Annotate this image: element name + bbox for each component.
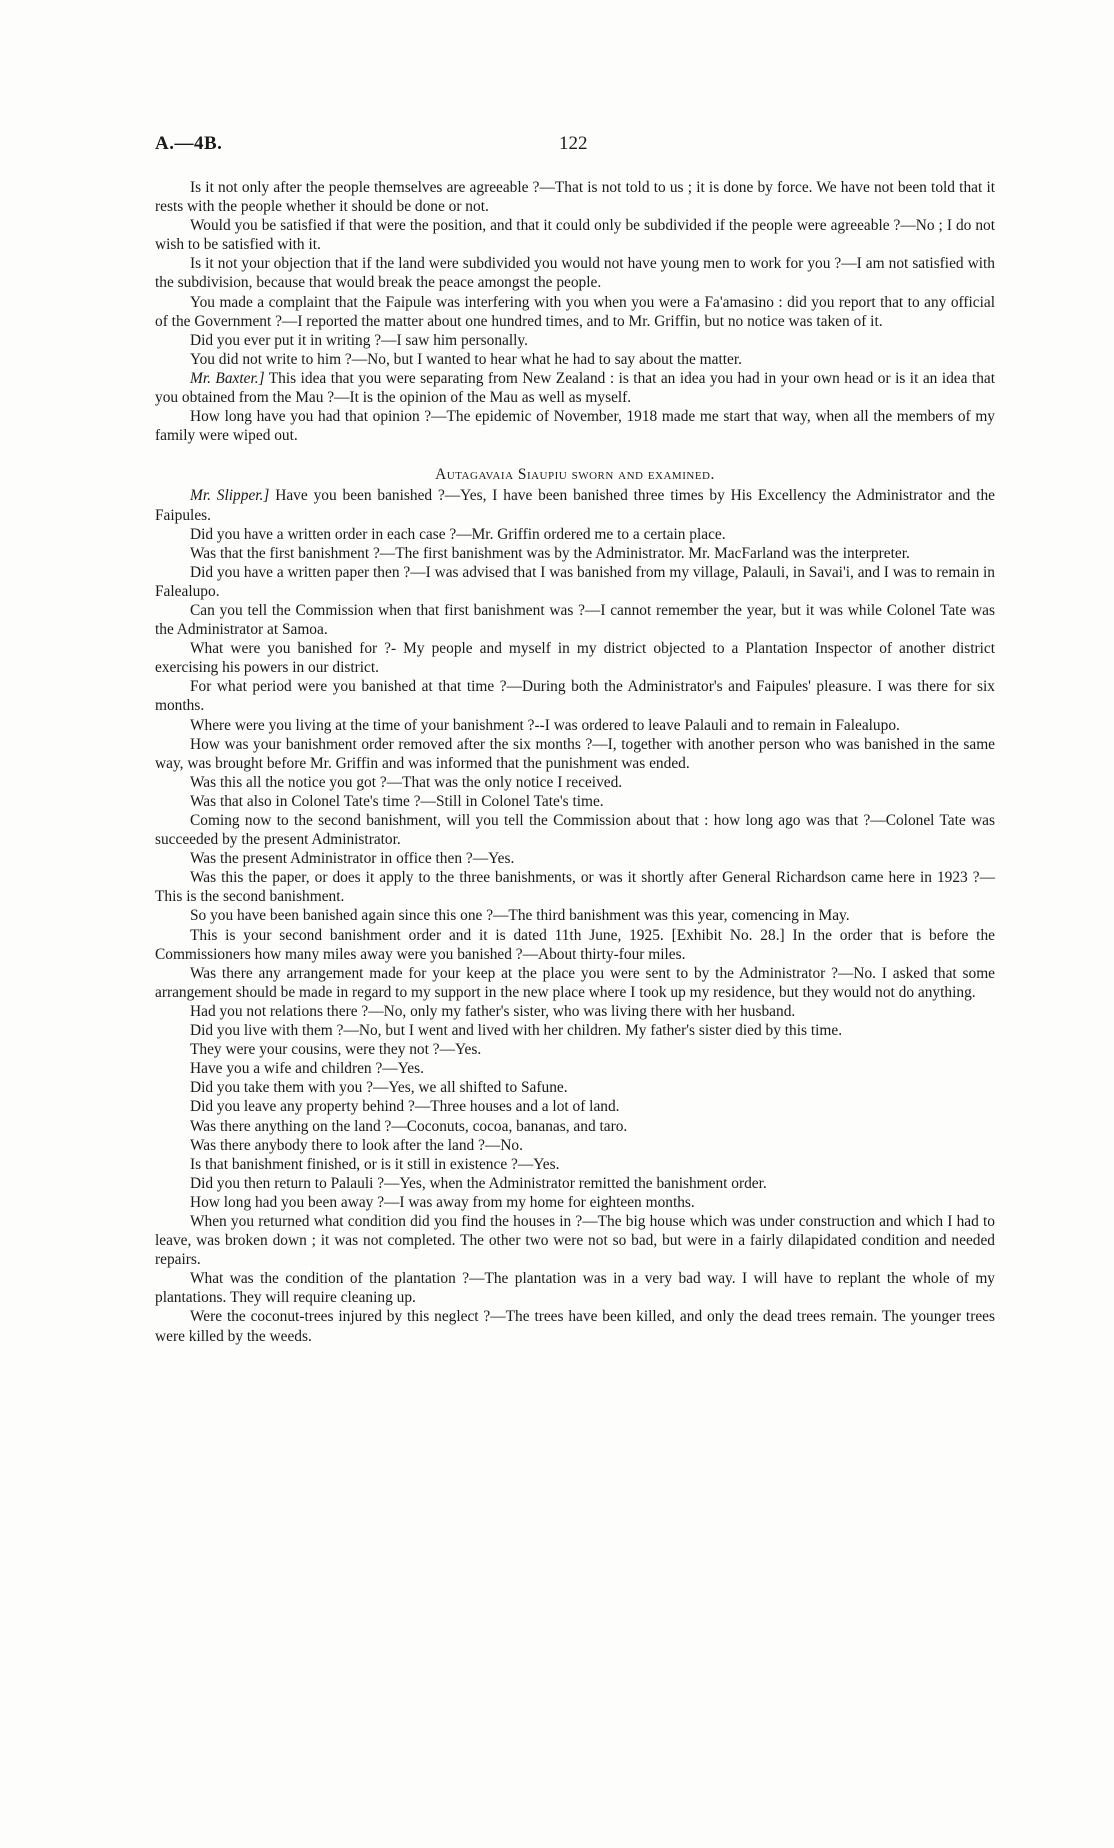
testimony-paragraph [155,1136,995,1155]
testimony-paragraph [155,735,995,773]
paragraph-text: Did you have a written order in each case ?—Mr. Griffin ordered me to a certain place. [190,525,726,543]
paragraph-text: Was this the paper, or does it apply to the three banishments, or was it shortly after General Richardson came here in 1923 ?—This is the second banishment. [155,869,995,906]
paragraph-text: Did you ever put it in writing ?—I saw him personally. [190,331,528,349]
testimony-paragraph [155,639,995,677]
paragraph-text: Would you be satisfied if that were the position, and that it could only be subdivided if the people were agreeable ?—No ; I do not wish to be satisfied with it. [155,217,995,254]
paragraph-text: Is it not your objection that if the land were subdivided you would not have young men to work for you ?—I am not satisfied with the subdivision, because that would break the peace amongst the people. [155,255,995,292]
speaker-label: Mr. Baxter.] [190,369,265,387]
testimony-part-1 [155,178,995,445]
testimony-paragraph [155,868,995,906]
testimony-paragraph [155,1078,995,1097]
paragraph-text: You made a complaint that the Faipule was interfering with you when you were a Fa'amasino : did you report that to any official of the Government ?—I reported the matter about one hundred times, and to Mr. Griffin, but no notice was taken of it. [155,293,995,330]
document-body [155,178,995,1346]
paragraph-text: Can you tell the Commission when that first banishment was ?—I cannot remember the year, but it was while Colonel Tate was the Administrator at Samoa. [155,601,995,639]
testimony-paragraph [155,544,995,563]
testimony-paragraph [155,1117,995,1136]
testimony-paragraph [155,1021,995,1040]
paragraph-text: Did you leave any property behind ?—Three houses and a lot of land. [190,1098,620,1116]
testimony-paragraph [155,1193,995,1212]
paragraph-text: Was that the first banishment ?—The first banishment was by the Administrator. Mr. MacFarland was the interpreter. [190,544,910,562]
testimony-paragraph [155,1002,995,1021]
testimony-paragraph [155,1269,995,1307]
paragraph-text: Did you live with them ?—No, but I went and lived with her children. My father's sister died by this time. [190,1022,843,1040]
paragraph-text: How was your banishment order removed after the six months ?—I, together with another person who was banished in the same way, was brought before Mr. Griffin and was informed that the punishment was ended. [155,735,995,772]
paragraph-text: Is that banishment finished, or is it still in existence ?—Yes. [190,1155,560,1173]
page-number: 122 [559,133,588,154]
testimony-paragraph [155,369,995,407]
testimony-paragraph [155,254,995,292]
paragraph-text: Was there anything on the land ?—Coconuts, cocoa, bananas, and taro. [190,1117,628,1135]
speaker-label: Mr. Slipper.] [190,487,270,505]
testimony-paragraph [155,407,995,445]
paragraph-text: Have you been banished ?—Yes, I have been banished three times by His Excellency the Administrator and the Faipules. [155,487,995,524]
paragraph-text: For what period were you banished at that time ?—During both the Administrator's and Faipules' pleasure. I was there for six months. [155,678,995,715]
testimony-paragraph [155,216,995,254]
paragraph-text: Was there any arrangement made for your keep at the place you were sent to by the Administrator ?—No. I asked that some arrangement should be made in regard to my support in the new place where I took up my residence, but they would not do anything. [155,964,995,1001]
testimony-paragraph [155,716,995,735]
paragraph-text: Had you not relations there ?—No, only my father's sister, who was living there with her husband. [190,1002,796,1020]
paragraph-text: How long had you been away ?—I was away from my home for eighteen months. [190,1193,695,1211]
testimony-paragraph [155,293,995,331]
testimony-paragraph [155,773,995,792]
paragraph-text: They were your cousins, were they not ?—Yes. [190,1041,482,1059]
paragraph-text: How long have you had that opinion ?—The epidemic of November, 1918 made me start that way, when all the members of my family were wiped out. [155,408,995,445]
testimony-paragraph [155,1097,995,1116]
testimony-paragraph [155,350,995,369]
testimony-paragraph [155,964,995,1002]
page-header [155,133,985,163]
testimony-paragraph [155,525,995,544]
paragraph-text: Was that also in Colonel Tate's time ?—Still in Colonel Tate's time. [190,792,604,810]
paragraph-text: Was there anybody there to look after the land ?—No. [190,1136,523,1154]
testimony-part-2 [155,486,995,1345]
testimony-paragraph [155,331,995,350]
testimony-paragraph [155,926,995,964]
paragraph-text: You did not write to him ?—No, but I wanted to hear what he had to say about the matter. [190,350,742,368]
paragraph-text: What were you banished for ?- My people and myself in my district objected to a Plantation Inspector of another district exercising his powers in our district. [155,640,995,677]
paragraph-text: Were the coconut-trees injured by this neglect ?—The trees have been killed, and only the dead trees remain. The younger trees were killed by the weeds. [155,1308,995,1345]
paragraph-text: Have you a wife and children ?—Yes. [190,1060,424,1078]
testimony-paragraph [155,677,995,715]
testimony-paragraph [155,811,995,849]
paragraph-text: Coming now to the second banishment, will you tell the Commission about that : how long ago was that ?—Colonel Tate was succeeded by the present Administrator. [155,812,995,849]
paragraph-text: So you have been banished again since this one ?—The third banishment was this year, comencing in May. [190,907,850,925]
paragraph-text: What was the condition of the plantation ?—The plantation was in a very bad way. I will have to replant the whole of my plantations. They will require cleaning up. [155,1270,995,1307]
testimony-paragraph [155,1040,995,1059]
testimony-paragraph [155,1155,995,1174]
testimony-paragraph [155,178,995,216]
paragraph-text: Did you take them with you ?—Yes, we all shifted to Safune. [190,1079,568,1097]
testimony-paragraph [155,1307,995,1345]
paragraph-text: This is your second banishment order and it is dated 11th June, 1925. [Exhibit No. 28.] In the order that is before the Commissioners how many miles away were you banished ?—About thirty-four miles. [155,926,995,963]
testimony-paragraph [155,486,995,524]
testimony-paragraph [155,792,995,811]
testimony-paragraph [155,1059,995,1078]
testimony-paragraph [155,906,995,925]
paragraph-text: This idea that you were separating from New Zealand : is that an idea you had in your own head or is it an idea that you obtained from the Mau ?—It is the opinion of the Mau as well as myself. [155,369,996,407]
document-reference: A.—4B. [155,133,223,154]
paragraph-text: Did you have a written paper then ?—I was advised that I was banished from my village, Palauli, in Savai'i, and I was to remain in Falealupo. [155,563,995,600]
testimony-paragraph [155,1174,995,1193]
testimony-paragraph [155,1212,995,1269]
paragraph-text: When you returned what condition did you find the houses in ?—The big house which was under construction and which I had to leave, was broken down ; it was not completed. The other two were not so bad, but were in a fairly dilapidated condition and needed repairs. [155,1212,995,1269]
section-heading: Autagavaia Siaupiu sworn and examined. [435,466,715,484]
paragraph-text: Was this all the notice you got ?—That was the only notice I received. [190,773,623,791]
paragraph-text: Where were you living at the time of your banishment ?--I was ordered to leave Palauli and to remain in Falealupo. [190,716,900,734]
testimony-paragraph [155,849,995,868]
testimony-paragraph [155,563,995,601]
testimony-paragraph [155,601,995,639]
paragraph-text: Did you then return to Palauli ?—Yes, when the Administrator remitted the banishment order. [190,1174,767,1192]
paragraph-text: Was the present Administrator in office then ?—Yes. [190,850,515,868]
paragraph-text: Is it not only after the people themselves are agreeable ?—That is not told to us ; it is done by force. We have not been told that it rests with the people whether it should be done or not. [155,179,995,216]
